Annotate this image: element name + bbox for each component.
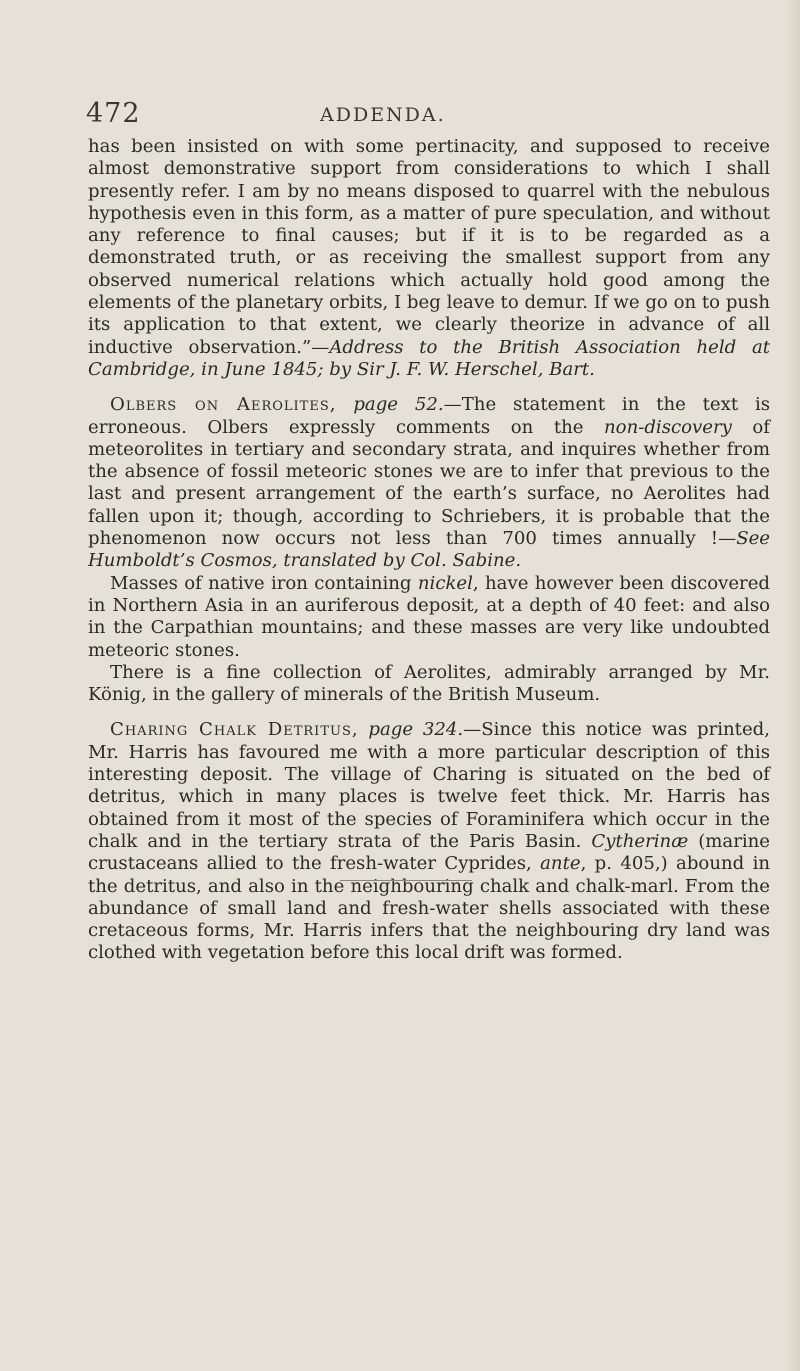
paragraph-aerolite-collection: [88, 662, 770, 707]
paragraph-native-iron: [88, 573, 770, 662]
paragraph-text: (marine crustaceans allied to the fresh-water Cyprides,: [88, 830, 770, 875]
page-reference: page 324.: [368, 719, 464, 741]
paragraph-text: , p. 405,) abound in the detritus, and also in the neighbouring chalk and chalk-marl. From the abundance of small land and fresh-water shells associated with these cretaceous forms, Mr. Harris infers that the neighbouring dry land was clothed with vegetation before this local drift was formed.: [88, 853, 771, 964]
paragraph-text: Masses of native iron containing: [110, 572, 418, 594]
paragraph-text: has been insisted on with some pertinacity, and supposed to receive almost demonstrative support from considerations to which I shall presently refer. I am by no means disposed to quarrel with the nebulous hypothesis even in this form, as a matter of pure speculation, and without any reference to final causes; but if it is to be regarded as a demonstrated truth, or as receiving the smallest support from any observed numerical relations which actually hold good among the elements of the planetary orbits, I beg leave to demur. If we go on to push its application to that extent, we clearly theorize in advance of all inductive observation.”—: [88, 136, 770, 358]
paragraph-olbers-aerolites: [88, 394, 770, 572]
body-text: [88, 136, 770, 965]
citation: See Humboldt’s Cosmos, translated by Col. Sabine.: [88, 528, 770, 572]
citation: Address to the British Association held at Cambridge, in June 1845; by Sir J. F. W. Herschel, Bart.: [88, 336, 770, 380]
emphasis: non-discovery: [604, 416, 732, 438]
emphasis: ante: [540, 853, 581, 875]
page-reference: page 52.: [353, 394, 444, 416]
page-number: 472: [86, 98, 141, 129]
paragraph-text: of meteorolites in tertiary and secondary strata, and inquires whether from the absence of fossil meteoric stones we are to infer that previous to the last and present arrangement of the earth’s surface, no Aerolites had fallen upon it; though, according to Schriebers, it is probable that the phenomenon now occurs not less than 700 times annually !—: [88, 416, 770, 550]
page-edge-shadow: [786, 0, 800, 1371]
section-divider: [340, 880, 472, 881]
paragraph-herschel-quote: [88, 136, 770, 381]
emphasis: nickel: [417, 572, 473, 594]
paragraph-text: , have however been discovered in Northern Asia in an auriferous deposit, at a depth of 40 feet: and also in the Carpathian mountains; and these masses are very like undoubted meteoric stones.: [88, 572, 770, 661]
section-heading: Olbers on Aerolites,: [110, 394, 337, 416]
paragraph-text: There is a fine collection of Aerolites, admirably arranged by Mr. König, in the gallery of minerals of the British Museum.: [88, 661, 770, 706]
running-head: ADDENDA.: [320, 104, 446, 126]
section-heading: Charing Chalk Detritus,: [110, 719, 359, 741]
emphasis: Cytherinæ: [591, 830, 689, 852]
paragraph-charing-detritus: [88, 719, 770, 964]
page-header: [0, 98, 800, 128]
paragraph-text: —Since this notice was printed, Mr. Harris has favoured me with a more particular description of this interesting deposit. The village of Charing is situated on the bed of detritus, which in many places is twelve feet thick. Mr. Harris has obtained from it most of the species of Foraminifera which occur in the chalk and in the tertiary strata of the Paris Basin.: [88, 719, 770, 852]
paragraph-text: —The statement in the text is erroneous. Olbers expressly comments on the: [88, 394, 771, 438]
